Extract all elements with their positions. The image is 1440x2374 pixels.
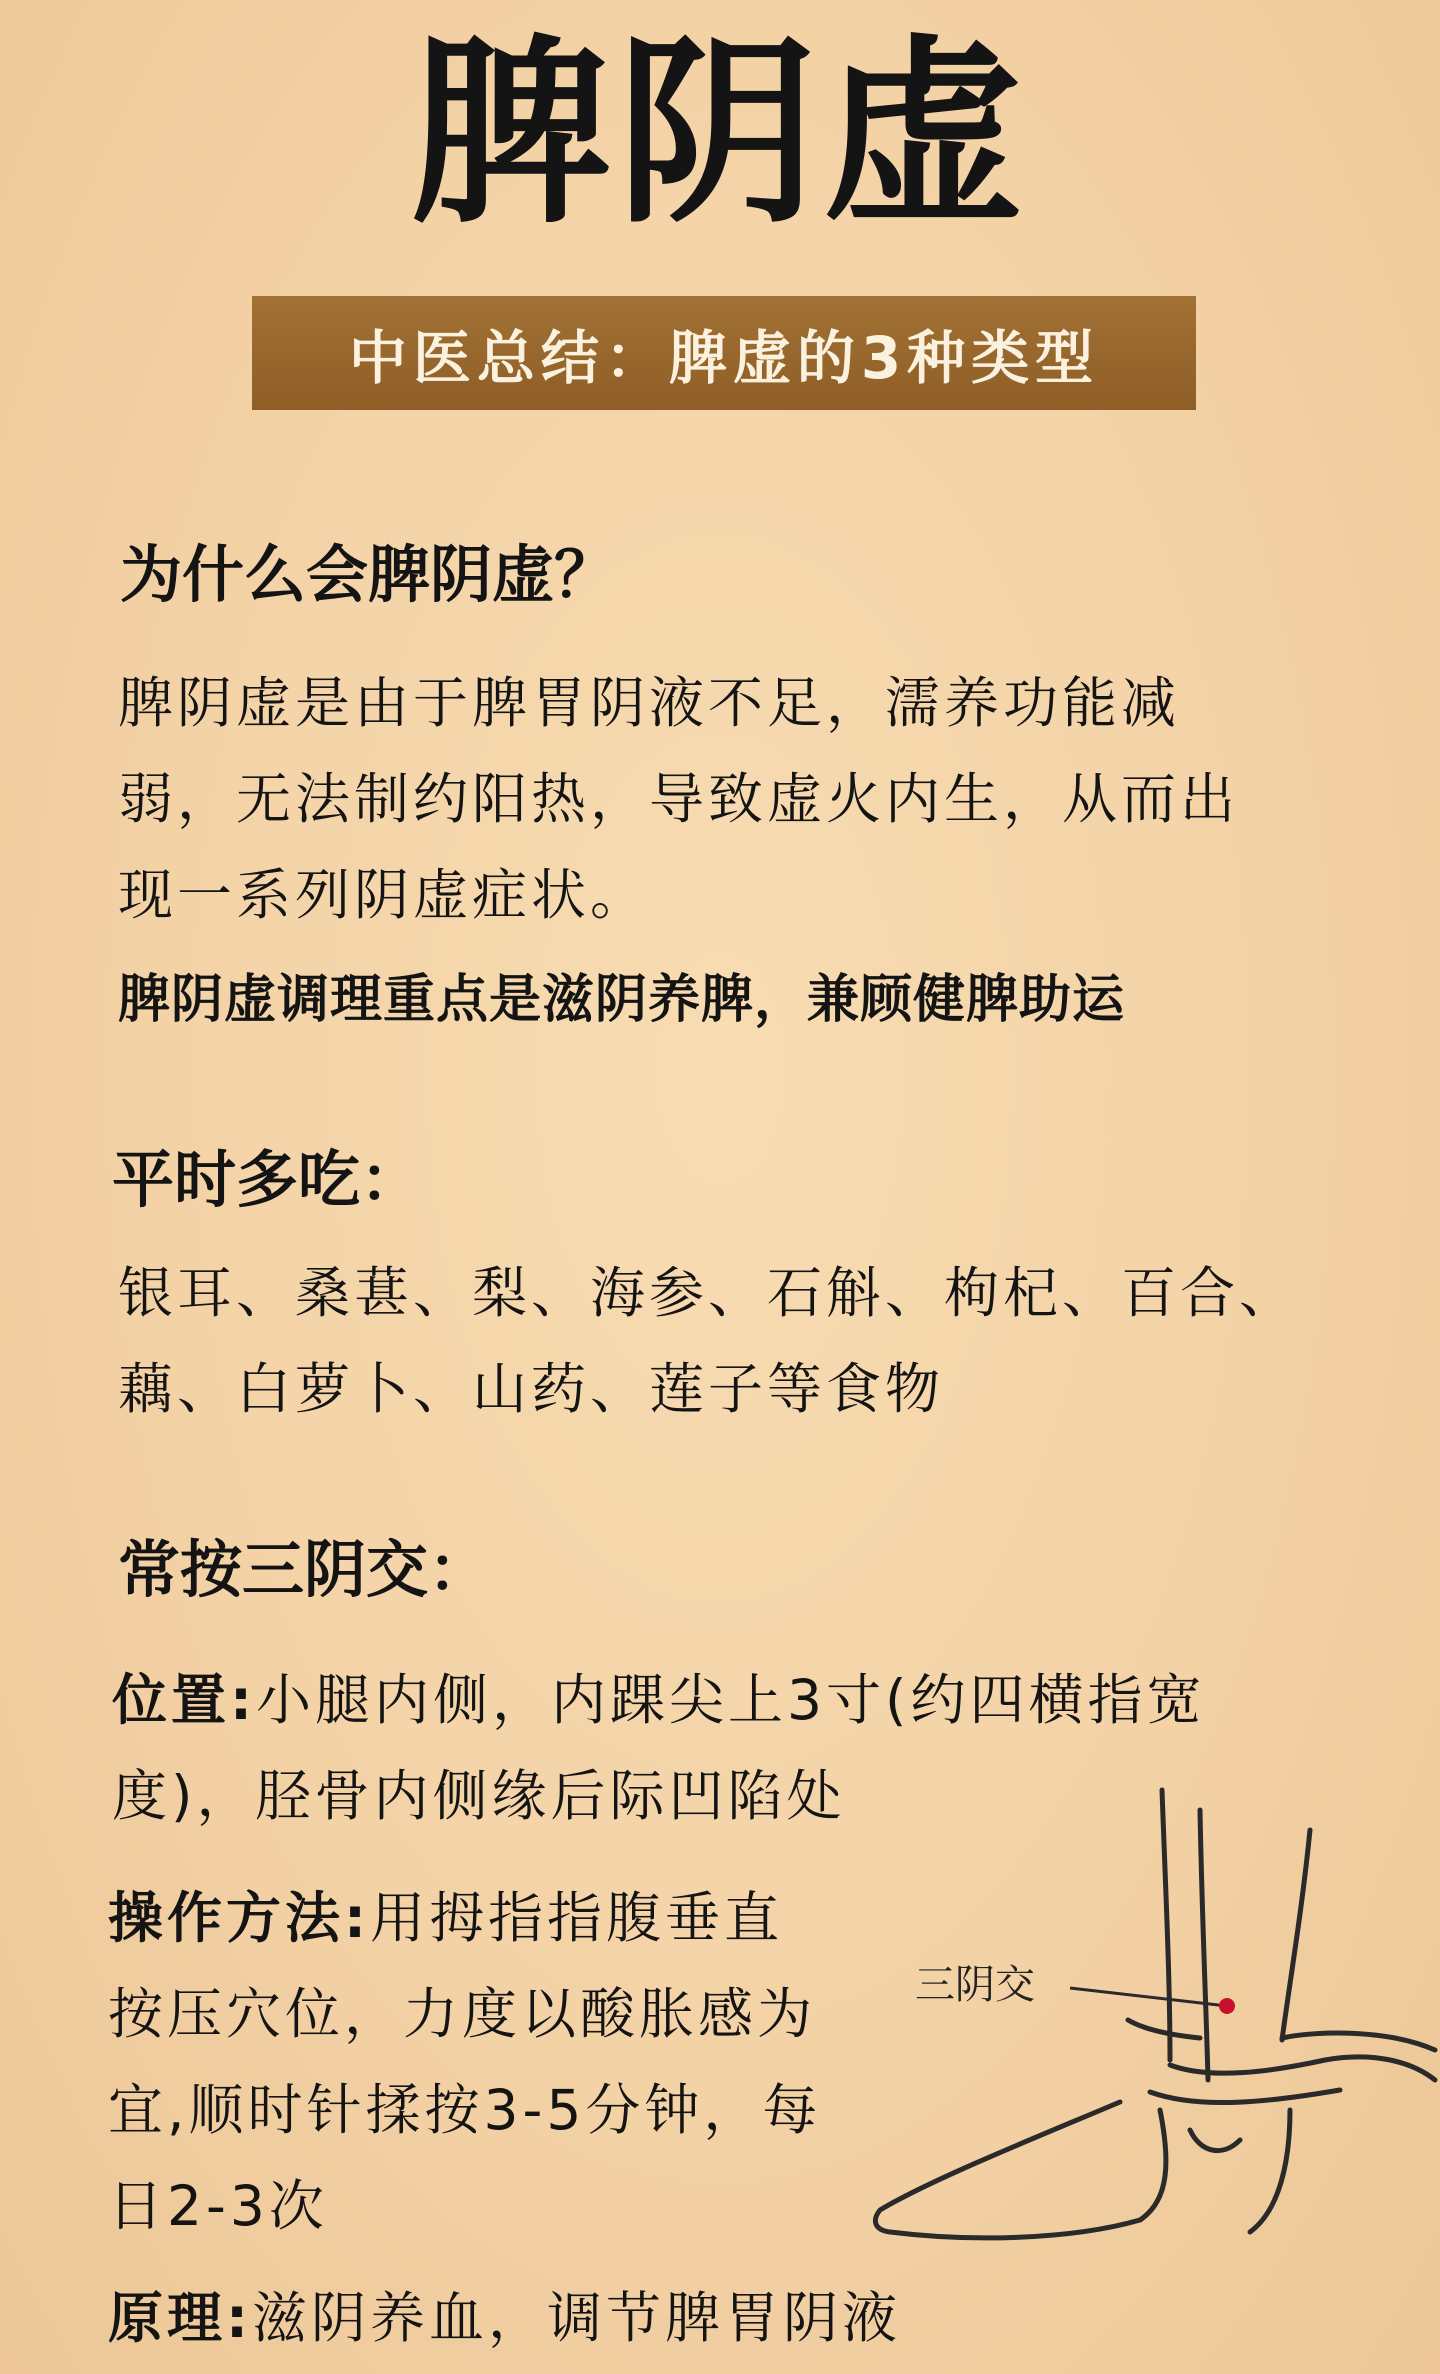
method-line: 宜,顺时针揉按3-5分钟，每 (108, 2078, 822, 2142)
why-paragraph (118, 655, 1239, 943)
acupoint-label: 三阴交 (915, 1962, 1035, 2008)
banner-text: 中医总结：脾虚的3种类型 (348, 324, 1100, 392)
position-label: 位置: (112, 1668, 256, 1732)
position-line: 度)，胫骨内侧缘后际凹陷处 (112, 1764, 846, 1828)
food-line: 藕、白萝卜、山药、莲子等食物 (118, 1357, 945, 1421)
ankle-diagram (870, 1780, 1440, 2260)
food-line: 银耳、桑葚、梨、海参、石斛、枸杞、百合、 (118, 1261, 1299, 1325)
position-line: 小腿内侧，内踝尖上3寸(约四横指宽 (256, 1668, 1206, 1732)
acupoint-heading: 常按三阴交： (118, 1533, 491, 1606)
why-line: 脾阴虚是由于脾胃阴液不足，濡养功能减 (118, 671, 1181, 735)
why-line: 现一系列阴虚症状。 (118, 863, 650, 927)
principle-value: 滋阴养血，调节脾胃阴液 (252, 2286, 902, 2350)
ankle-bone (1190, 2130, 1240, 2151)
hand-outline (1150, 2090, 1340, 2103)
method-label: 操作方法: (108, 1886, 370, 1950)
page-title: 脾阴虚 (410, 18, 1029, 251)
thumb-outline (1128, 2020, 1200, 2038)
leg-outline (1162, 1790, 1170, 2060)
method-text (108, 1870, 821, 2254)
why-heading: 为什么会脾阴虚？ (120, 538, 617, 611)
method-line: 用拇指指腹垂直 (370, 1886, 784, 1950)
hand-outline (1282, 2033, 1435, 2050)
subtitle-banner (252, 296, 1196, 410)
leg-outline (1282, 1830, 1310, 2040)
method-line: 日2-3次 (108, 2174, 328, 2238)
key-point: 脾阴虚调理重点是滋阴养脾，兼顾健脾助运 (118, 970, 1126, 1030)
principle-label: 原理: (108, 2286, 252, 2350)
method-line: 按压穴位，力度以酸胀感为 (108, 1982, 817, 2046)
principle-text (108, 2270, 901, 2366)
acupoint-marker (1219, 1998, 1235, 2014)
food-heading: 平时多吃： (112, 1143, 423, 1216)
food-list (118, 1245, 1298, 1437)
foot-outline (875, 2102, 1166, 2238)
foot-outline (1250, 2110, 1290, 2232)
why-line: 弱，无法制约阳热，导致虚火内生，从而出 (118, 767, 1240, 831)
